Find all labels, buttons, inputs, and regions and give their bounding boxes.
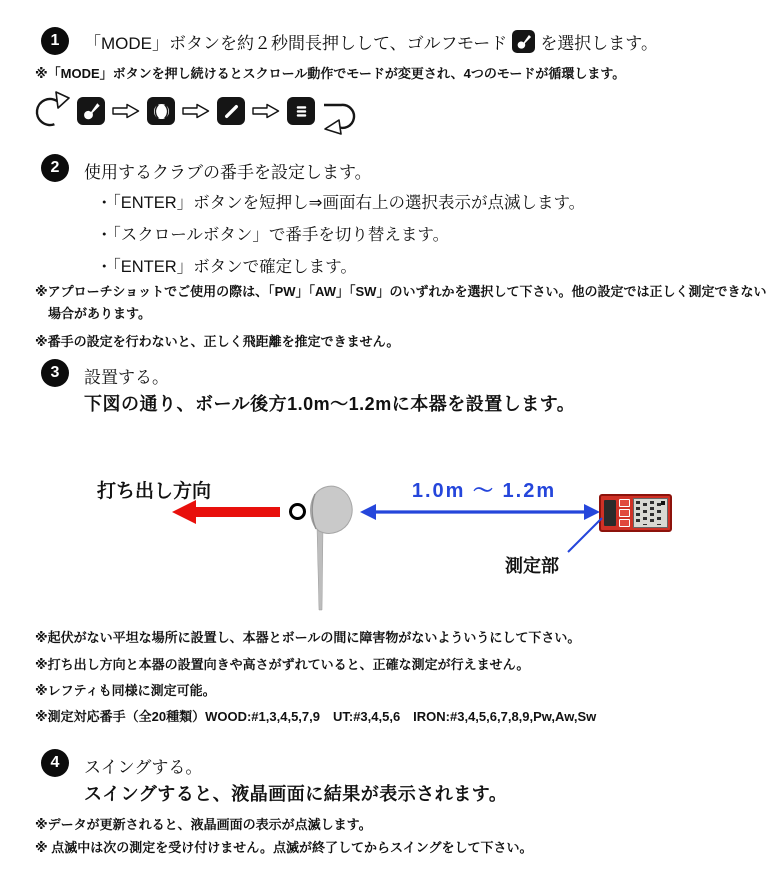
golf-club	[302, 482, 360, 612]
arrow-right-icon	[112, 103, 140, 119]
step-3-note: ※測定対応番手（全20種類）WOOD:#1,3,4,5,7,9 UT:#3,4,5,6 IRON:#3,4,5,6,7,8,9,Pw,Aw,Sw	[35, 709, 597, 724]
step-4-number: 4	[50, 754, 60, 771]
step-2-note: ※アプローチショットでご使用の際は、「PW」「AW」「SW」のいずれかを選択して下さい。他の設定では正しく測定できない	[35, 284, 767, 299]
lcd-battery-mark	[661, 501, 665, 505]
cycle-left-arrow-icon	[30, 89, 70, 133]
device-button	[619, 519, 630, 527]
step-4-note: ※データが更新されると、液晶画面の表示が点滅します。	[35, 817, 372, 832]
step-3-subtitle: 下図の通り、ボール後方1.0m～1.2mに本器を設置します。	[84, 394, 576, 414]
step-4-subtitle: スイングすると、液晶画面に結果が表示されます。	[84, 784, 508, 804]
baseball-mode-icon	[147, 97, 175, 125]
step-3-note: ※起伏がない平坦な場所に設置し、本器とボールの間に障害物がないよういうにして下さい。	[35, 630, 581, 645]
bat-mode-icon	[217, 97, 245, 125]
step-2-note: ※番手の設定を行わないと、正しく飛距離を推定できません。	[35, 334, 400, 349]
arrow-right-icon	[252, 103, 280, 119]
launch-direction-label: 打ち出し方向	[97, 481, 212, 502]
mode-cycle-row	[30, 88, 366, 134]
device-buttons	[619, 499, 630, 527]
step-3-note: ※打ち出し方向と本器の設置向きや高さがずれていると、正確な測定が行えません。	[35, 657, 530, 672]
device-lcd	[633, 498, 668, 528]
step-2-bullet: ・「ENTER」ボタンを短押し⇒画面右上の選択表示が点滅します。	[96, 194, 586, 212]
step-4-badge	[41, 749, 69, 777]
golf-mode-icon	[77, 97, 105, 125]
step-4-title: スイングする。	[84, 758, 203, 777]
step-1-badge	[41, 27, 69, 55]
device-button	[619, 499, 630, 507]
list-mode-icon	[287, 97, 315, 125]
device-button	[619, 509, 630, 517]
step-1-title	[84, 29, 658, 54]
sensor-label: 測定部	[505, 556, 559, 576]
step-2-bullet: ・「スクロールボタン」で番手を切り替えます。	[96, 226, 450, 244]
step-1-title-prefix: 「MODE」ボタンを約２秒間長押しして、ゴルフモード	[84, 34, 508, 53]
measuring-device	[599, 494, 672, 532]
step-2-badge	[41, 154, 69, 182]
distance-label: 1.0m ～ 1.2m	[411, 480, 557, 502]
step-3-badge	[41, 359, 69, 387]
step-1-title-suffix: を選択します。	[540, 34, 658, 53]
setup-diagram	[0, 455, 780, 620]
launch-direction-arrow-icon	[170, 499, 282, 525]
step-2-number: 2	[50, 159, 60, 176]
cycle-return-arrow-icon	[322, 95, 366, 137]
step-2-bullet: ・「ENTER」ボタンで確定します。	[96, 258, 357, 276]
step-3-title: 設置する。	[84, 368, 169, 387]
step-2-title: 使用するクラブの番手を設定します。	[84, 163, 372, 182]
step-2-note: 場合があります。	[48, 306, 151, 321]
step-1-note: ※「MODE」ボタンを押し続けるとスクロール動作でモードが変更され、4つのモードが循環します。	[35, 66, 626, 81]
lcd-digits	[650, 501, 654, 525]
lcd-digits	[643, 501, 647, 525]
step-3-number: 3	[50, 364, 60, 381]
step-3-note: ※レフティも同様に測定可能。	[35, 683, 216, 698]
step-1-number: 1	[50, 32, 60, 49]
lcd-digits	[636, 501, 640, 525]
sensor-pointer-line	[558, 512, 606, 556]
step-4-note: ※ 点滅中は次の測定を受け付けません。点滅が終了してからスイングをして下さい。	[35, 840, 533, 855]
golf-mode-icon	[512, 30, 535, 53]
arrow-right-icon	[182, 103, 210, 119]
